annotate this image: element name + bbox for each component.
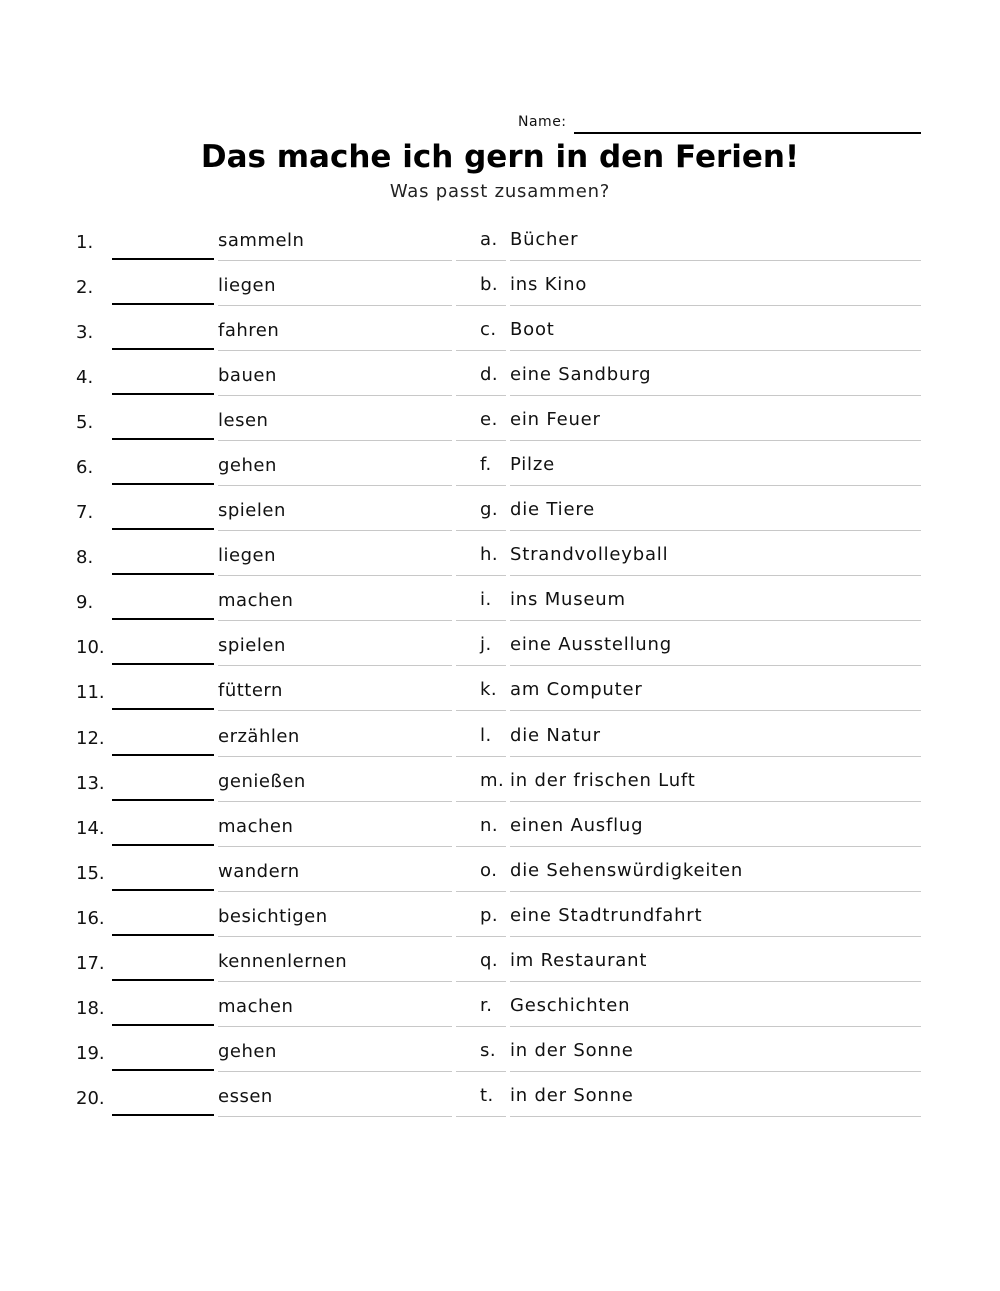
matching-row — [0, 531, 1000, 576]
verb-text: essen — [218, 1085, 273, 1107]
option-letter: r. — [480, 994, 493, 1016]
phrase-text: Bücher — [510, 229, 579, 250]
matching-row — [0, 712, 1000, 757]
answer-blank[interactable] — [112, 663, 214, 665]
verb-text: machen — [218, 995, 294, 1017]
item-number: 17. — [76, 952, 105, 974]
verb-text: bauen — [218, 365, 277, 387]
verb-text: liegen — [218, 545, 276, 567]
phrase-text: die Natur — [510, 724, 601, 746]
worksheet-subtitle: Was passt zusammen? — [389, 181, 611, 202]
phrase-text: in der Sonne — [510, 1084, 634, 1106]
name-field[interactable] — [574, 132, 921, 134]
verb-text: fahren — [218, 320, 280, 342]
option-letter: m. — [480, 769, 505, 791]
verb-text: besichtigen — [218, 905, 328, 927]
option-letter: i. — [480, 589, 492, 611]
verb-text: genießen — [218, 770, 306, 792]
item-number: 4. — [76, 367, 94, 389]
item-number: 2. — [76, 277, 94, 299]
option-letter: k. — [480, 679, 498, 701]
option-letter: n. — [480, 814, 499, 836]
matching-row — [0, 666, 1000, 711]
answer-blank[interactable] — [112, 1024, 214, 1026]
item-number: 6. — [76, 457, 94, 479]
phrase-text: die Tiere — [510, 499, 596, 521]
verb-text: lesen — [218, 410, 269, 432]
verb-text: machen — [218, 590, 294, 612]
item-number: 7. — [76, 502, 94, 524]
answer-blank[interactable] — [112, 1114, 214, 1116]
item-number: 1. — [76, 232, 94, 253]
answer-blank[interactable] — [112, 979, 214, 981]
option-letter: l. — [480, 724, 492, 746]
phrase-text: ins Kino — [510, 274, 588, 296]
answer-blank[interactable] — [112, 754, 214, 756]
option-letter: c. — [480, 319, 497, 341]
item-number: 5. — [76, 412, 94, 434]
phrase-text: einen Ausflug — [510, 814, 644, 836]
answer-blank[interactable] — [112, 799, 214, 801]
matching-row — [0, 937, 1000, 982]
verb-text: füttern — [218, 680, 283, 702]
answer-blank[interactable] — [112, 1069, 214, 1071]
matching-row — [0, 802, 1000, 847]
phrase-underline — [510, 1116, 921, 1117]
phrase-text: eine Ausstellung — [510, 634, 672, 656]
option-letter: b. — [480, 274, 499, 296]
option-letter: f. — [480, 454, 492, 476]
verb-text: liegen — [218, 275, 276, 297]
phrase-text: Boot — [510, 319, 555, 341]
answer-blank[interactable] — [112, 303, 214, 305]
phrase-text: eine Stadtrundfahrt — [510, 904, 703, 926]
phrase-text: eine Sandburg — [510, 364, 652, 386]
option-letter: d. — [480, 364, 499, 386]
worksheet-title: Das mache ich gern in den Ferien! — [200, 139, 800, 175]
item-number: 9. — [76, 592, 94, 614]
item-number: 16. — [76, 907, 105, 929]
option-letter: s. — [480, 1039, 497, 1061]
answer-blank[interactable] — [112, 258, 214, 260]
item-number: 8. — [76, 547, 94, 569]
answer-blank[interactable] — [112, 483, 214, 485]
phrase-text: ins Museum — [510, 589, 626, 611]
option-letter: h. — [480, 544, 499, 566]
option-letter: t. — [480, 1084, 494, 1106]
item-number: 20. — [76, 1087, 105, 1109]
item-number: 19. — [76, 1042, 105, 1064]
name-label: Name: — [518, 114, 567, 130]
option-letter: q. — [480, 949, 499, 971]
item-number: 10. — [76, 637, 105, 659]
letter-underline — [456, 1116, 506, 1117]
option-letter: o. — [480, 859, 498, 881]
item-number: 15. — [76, 862, 105, 884]
answer-blank[interactable] — [112, 844, 214, 846]
matching-row — [0, 1027, 1000, 1072]
phrase-text: in der Sonne — [510, 1039, 634, 1061]
phrase-text: die Sehenswürdigkeiten — [510, 859, 744, 881]
matching-row — [0, 441, 1000, 486]
verb-text: machen — [218, 815, 294, 837]
matching-row — [0, 261, 1000, 306]
phrase-text: ein Feuer — [510, 409, 601, 431]
answer-blank[interactable] — [112, 393, 214, 395]
verb-text: spielen — [218, 635, 286, 657]
item-number: 12. — [76, 727, 105, 749]
answer-blank[interactable] — [112, 934, 214, 936]
item-number: 14. — [76, 817, 105, 839]
matching-row — [0, 576, 1000, 621]
item-number: 13. — [76, 772, 105, 794]
verb-text: kennenlernen — [218, 950, 348, 972]
matching-row — [0, 847, 1000, 892]
answer-blank[interactable] — [112, 348, 214, 350]
matching-row — [0, 621, 1000, 666]
phrase-text: Geschichten — [510, 994, 631, 1016]
item-number: 18. — [76, 997, 105, 1019]
answer-blank[interactable] — [112, 438, 214, 440]
option-letter: p. — [480, 904, 499, 926]
matching-row — [0, 396, 1000, 441]
option-letter: j. — [480, 634, 492, 656]
verb-text: wandern — [218, 860, 300, 882]
answer-blank[interactable] — [112, 573, 214, 575]
matching-row — [0, 982, 1000, 1027]
verb-text: sammeln — [218, 230, 305, 251]
matching-row — [0, 216, 1000, 261]
answer-blank[interactable] — [112, 618, 214, 620]
phrase-text: Pilze — [510, 454, 555, 476]
matching-row — [0, 1072, 1000, 1117]
matching-list — [0, 216, 1000, 1117]
item-number: 3. — [76, 322, 94, 344]
matching-row — [0, 486, 1000, 531]
verb-text: gehen — [218, 455, 277, 477]
answer-blank[interactable] — [112, 708, 214, 710]
answer-blank[interactable] — [112, 528, 214, 530]
answer-blank[interactable] — [112, 889, 214, 891]
matching-row — [0, 351, 1000, 396]
phrase-text: am Computer — [510, 679, 643, 701]
item-number: 11. — [76, 682, 105, 704]
option-letter: e. — [480, 409, 498, 431]
phrase-text: in der frischen Luft — [510, 769, 696, 791]
option-letter: g. — [480, 499, 499, 521]
option-letter: a. — [480, 229, 498, 250]
matching-row — [0, 306, 1000, 351]
phrase-text: im Restaurant — [510, 949, 648, 971]
verb-text: gehen — [218, 1040, 277, 1062]
matching-row — [0, 757, 1000, 802]
phrase-text: Strandvolleyball — [510, 544, 669, 566]
verb-text: erzählen — [218, 725, 300, 747]
verb-underline — [218, 1116, 452, 1117]
verb-text: spielen — [218, 500, 286, 522]
matching-row — [0, 892, 1000, 937]
